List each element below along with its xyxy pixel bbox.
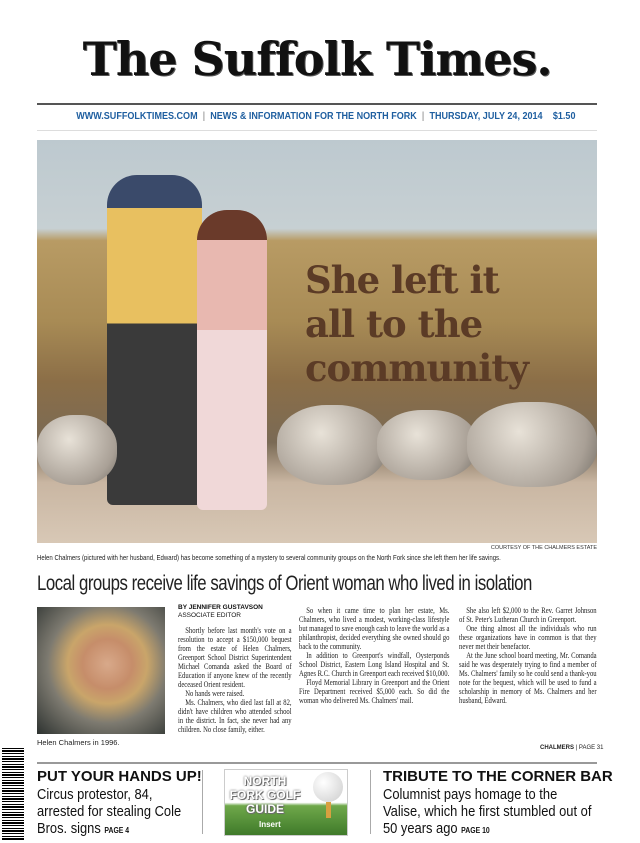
rock — [377, 410, 477, 480]
jump-page: PAGE 31 — [578, 745, 604, 751]
divider — [370, 770, 371, 834]
golf-ball-icon — [313, 772, 343, 802]
portrait-photo — [37, 607, 165, 734]
insert-label: Insert — [259, 820, 281, 829]
masthead-logo: The Suffolk Times. — [82, 32, 552, 86]
teaser-text[interactable] — [37, 786, 197, 839]
rock — [37, 415, 117, 485]
teaser-body: Circus protestor, 84, arrested for stealing Cole Bros. signs — [37, 786, 182, 837]
teaser-page: PAGE 10 — [461, 826, 490, 835]
photo-woman — [197, 210, 267, 510]
divider — [202, 770, 203, 834]
paragraph: At the June school board meeting, Mr. Comanda said he was desperately trying to find a member of Ms. Chalmers' family so he could send a thank-you note for the bequest, which will be used to fund a scholarship in memory of Ms. Chalmers and her husband, Edward. — [459, 651, 597, 705]
paragraph: In addition to Greenport's windfall, Oysterponds School District, Eastern Long Island Hospital and St. Agnes R.C. Church in Greenport each received $10,000. — [299, 651, 450, 678]
golf-tee-icon — [326, 802, 331, 818]
rock — [467, 402, 597, 487]
divider — [37, 130, 597, 131]
info-bar: WWW.SUFFOLKTIMES.COM | NEWS & INFORMATION FOR THE NORTH FORK | THURSDAY, JULY 24, 2014 $1.50 — [76, 110, 576, 122]
paragraph: Floyd Memorial Library in Greenport and the Orient Fire Department received $5,000 each. So did the woman who delivered Ms. Chalmers' mail. — [299, 678, 450, 705]
teaser-kicker[interactable]: PUT YOUR HANDS UP! — [37, 768, 202, 785]
issue-date: THURSDAY, JULY 24, 2014 — [429, 110, 543, 122]
golf-guide-title: NORTH FORK GOLF GUIDE — [229, 774, 301, 816]
byline-title: ASSOCIATE EDITOR — [178, 612, 241, 619]
paragraph: Shortly before last month's vote on a resolution to accept a $150,000 bequest from the estate of Helen Chalmers, Greenport School District Superintendent Michael Comanda asked the Board of Education if anyone knew of the recently deceased Orient resident. — [178, 626, 292, 689]
photo-headline-line: all to the — [305, 302, 483, 346]
barcode — [2, 748, 24, 840]
paragraph: She also left $2,000 to the Rev. Garret Johnson of St. Peter's Lutheran Church in Greenport. — [459, 606, 597, 624]
portrait-caption: Helen Chalmers in 1996. — [37, 738, 120, 747]
jump-line[interactable]: CHALMERS | PAGE 31 — [540, 745, 604, 751]
byline: BY JENNIFER GUSTAVSON — [178, 604, 263, 611]
website-link[interactable]: WWW.SUFFOLKTIMES.COM — [76, 110, 198, 122]
article-column — [299, 606, 449, 705]
photo-credit: COURTESY OF THE CHALMERS ESTATE — [490, 545, 597, 551]
jump-word: CHALMERS — [540, 745, 574, 751]
story-headline[interactable]: Local groups receive life savings of Orient woman who lived in isolation — [37, 572, 532, 595]
rock — [277, 405, 387, 485]
paragraph: One thing almost all the individuals who run these organizations have in common is that they never met their benefactor. — [459, 624, 597, 651]
teaser-page: PAGE 4 — [104, 826, 130, 835]
article-column — [459, 606, 597, 705]
photo-caption: Helen Chalmers (pictured with her husband, Edward) has become something of a mystery to several community groups on the North Fork since she left them her life savings. — [37, 553, 501, 562]
divider — [37, 103, 597, 105]
tagline: NEWS & INFORMATION FOR THE NORTH FORK — [210, 110, 417, 122]
paragraph: So when it came time to plan her estate, Ms. Chalmers, who lived a modest, working-class lifestyle but managed to save enough cash to leave the world as a philanthropist, decided everything she owned should go back to the community. — [299, 606, 450, 651]
paragraph: Ms. Chalmers, who died last fall at 82, didn't have children who attended school in the district. In fact, she never had any children. No close family, either. — [178, 698, 292, 734]
price: $1.50 — [552, 110, 576, 122]
divider — [37, 762, 597, 764]
lead-photo — [37, 140, 597, 543]
teaser-text[interactable] — [383, 786, 598, 839]
photo-man — [107, 175, 202, 505]
teaser-body: Columnist pays homage to the Valise, which he first stumbled out of 50 years ago — [383, 786, 592, 837]
photo-headline — [305, 258, 528, 390]
teaser-kicker[interactable]: TRIBUTE TO THE CORNER BAR — [383, 768, 613, 785]
photo-headline-line: community — [305, 346, 528, 390]
article-column — [178, 626, 292, 734]
golf-guide-promo[interactable] — [224, 769, 348, 836]
photo-headline-line: She left it — [305, 258, 499, 302]
paragraph: No hands were raised. — [185, 689, 245, 698]
